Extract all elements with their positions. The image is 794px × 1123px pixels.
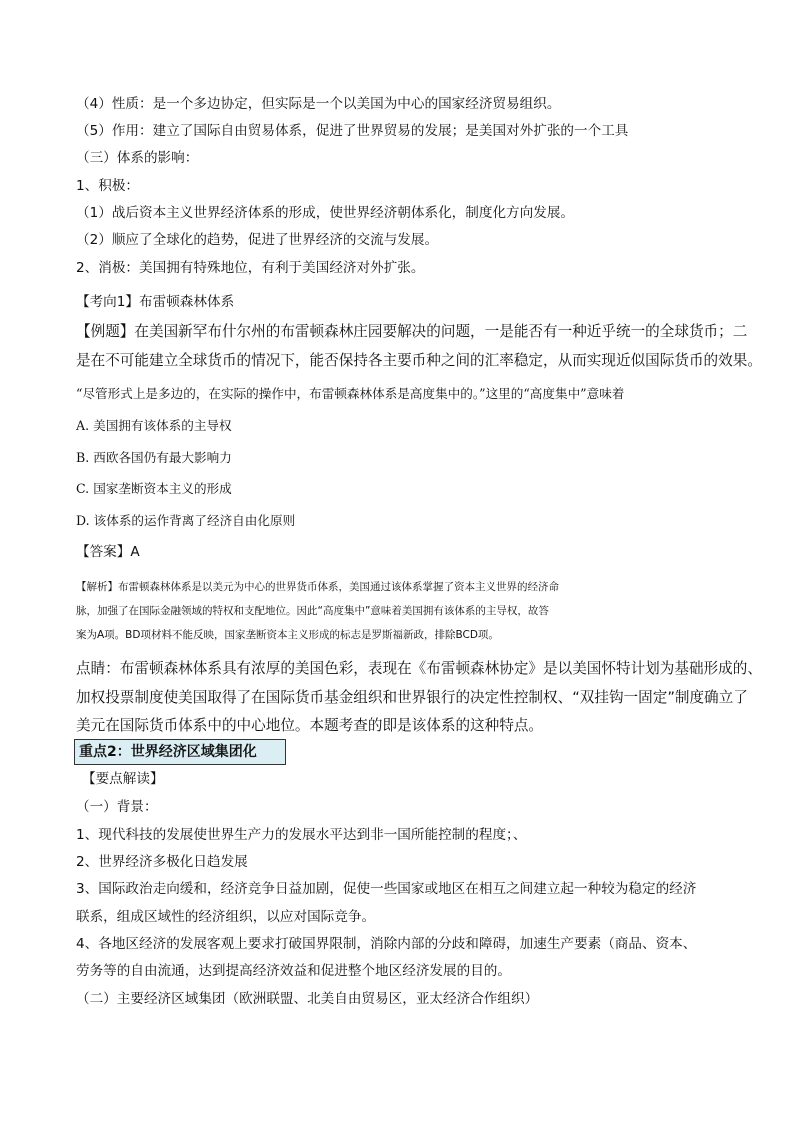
note-line-2: 加权投票制度使美国取得了在国际货币基金组织和世界银行的决定性控制权、“双挂钩一固定”制度确立了 xyxy=(76,689,748,706)
background-item-4-line-1: 4、各地区经济的发展客观上要求打破国界限制，消除内部的分歧和障碍，加速生产要素（商品、资本、 xyxy=(76,936,697,952)
example-line-2: 是在不可能建立全球货币的情况下，能否保持各主要币种之间的汇率稳定，从而实现近似国际货币的效果。 xyxy=(76,352,762,369)
exam-direction: 【考向1】布雷顿森林体系 xyxy=(76,294,235,310)
option-b: B. 西欧各国仍有最大影响力 xyxy=(76,450,232,465)
nature-line: （4）性质：是一个多边协定，但实际是一个以美国为中心的国家经济贸易组织。 xyxy=(76,96,561,112)
option-c: C. 国家垄断资本主义的形成 xyxy=(76,481,232,496)
impact-heading: （三）体系的影响： xyxy=(76,150,199,166)
answer-line: 【答案】A xyxy=(76,544,140,560)
function-line: （5）作用：建立了国际自由贸易体系，促进了世界贸易的发展；是美国对外扩张的一个工具 xyxy=(76,123,629,139)
analysis-line-1: 【解析】布雷顿森林体系是以美元为中心的世界货币体系，美国通过该体系掌握了资本主义世界的经济命 xyxy=(76,581,559,593)
positive-item-1: （1）战后资本主义世界经济体系的形成，使世界经济朝体系化，制度化方向发展。 xyxy=(76,205,575,221)
analysis-line-3: 案为A项。BD项材料不能反映，国家垄断资本主义形成的标志是罗斯福新政，排除BCD项。 xyxy=(76,629,499,641)
background-item-3-line-1: 3、国际政治走向缓和，经济竞争日益加剧，促使一些国家或地区在相互之间建立起一种较为稳定的经济 xyxy=(76,881,697,897)
background-item-2: 2、世界经济多极化日趋发展 xyxy=(76,854,248,870)
example-quote: “尽管形式上是多边的，在实际的操作中，布雷顿森林体系是高度集中的。”这里的“高度集中”意味着 xyxy=(76,386,625,401)
background-item-4-line-2: 劳务等的自由流通，达到提高经济效益和促进整个地区经济发展的目的。 xyxy=(76,963,511,979)
negative-line: 2、消极：美国拥有特殊地位，有利于美国经济对外扩张。 xyxy=(76,260,425,276)
key-points-label: 【要点解读】 xyxy=(82,771,164,787)
option-a: A. 美国拥有该体系的主导权 xyxy=(76,418,232,433)
background-item-3-line-2: 联系，组成区域性的经济组织，以应对国际竞争。 xyxy=(76,909,376,925)
positive-heading: 1、积极： xyxy=(76,178,140,194)
example-line-1: 【例题】在美国新罕布什尔州的布雷顿森林庄园要解决的问题，一是能否有一种近乎统一的全球货币；二 xyxy=(76,323,748,340)
economic-groups-line: （二）主要经济区域集团（欧洲联盟、北美自由贸易区，亚太经济合作组织） xyxy=(76,991,539,1007)
background-item-1: 1、现代科技的发展使世界生产力的发展水平达到非一国所能控制的程度；、 xyxy=(76,827,527,843)
option-d: D. 该体系的运作背离了经济自由化原则 xyxy=(76,513,296,528)
background-heading: （一）背景： xyxy=(76,799,158,815)
positive-item-2: （2）顺应了全球化的趋势，促进了世界经济的交流与发展。 xyxy=(76,232,439,248)
section-2-title: 重点2：世界经济区域集团化 xyxy=(74,739,286,765)
analysis-line-2: 脉，加强了在国际金融领域的特权和支配地位。因此“高度集中”意味着美国拥有该体系的主导权，故答 xyxy=(76,605,549,617)
note-line-1: 点睛：布雷顿森林体系具有浓厚的美国色彩，表现在《布雷顿森林协定》是以美国怀特计划为基础形成的、 xyxy=(76,660,762,677)
note-line-3: 美元在国际货币体系中的中心地位。本题考查的即是该体系的这种特点。 xyxy=(76,717,544,734)
